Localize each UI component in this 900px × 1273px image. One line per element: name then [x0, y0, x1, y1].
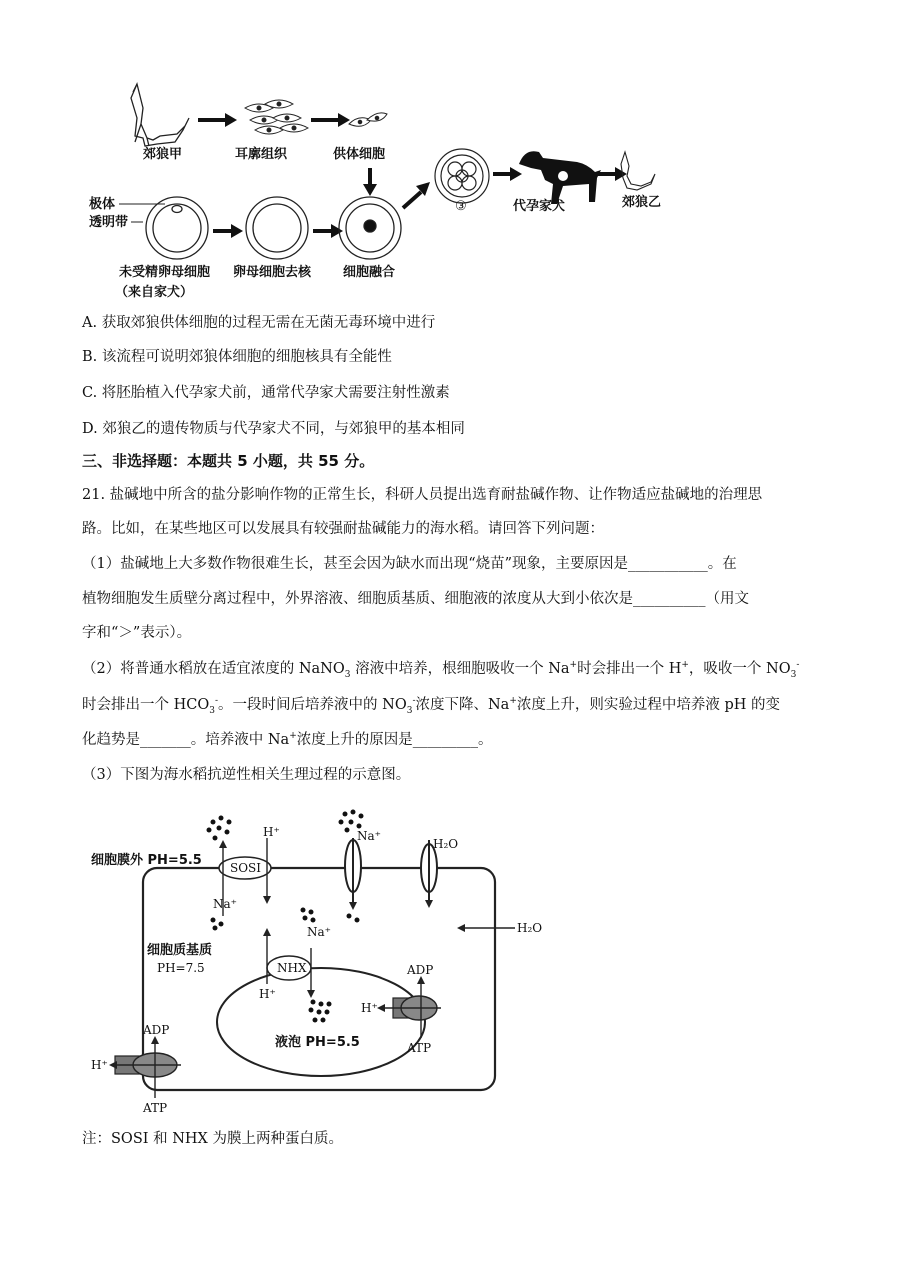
cytoplasm-label-line1: 细胞质基质	[147, 943, 213, 958]
ear-tissue-icon	[245, 100, 308, 134]
q21-part2-line1: （2）将普通水稻放在适宜浓度的 NaNO$_3$ 溶液中培养，根细胞吸收一个 Na+时会排出一个 H+，吸收一个 $NO_3^-$	[82, 660, 800, 680]
surrogate-dog-icon	[519, 151, 601, 204]
q21-part1-line2: 植物细胞发生质壁分离过程中，外界溶液、细胞质基质、细胞液的浓度从大到小依次是__________（用文	[82, 591, 749, 607]
oocyte-icon	[146, 197, 208, 259]
q21-part2-line3: 化趋势是_______。培养液中 Na+浓度上升的原因是_________。	[82, 731, 493, 748]
atp-label: ATP	[407, 1041, 432, 1055]
option-c: C. 将胚胎植入代孕家犬前，通常代孕家犬需要注射性激素	[82, 385, 450, 401]
oocyte-label-line1: 未受精卵母细胞	[119, 265, 211, 280]
arrow-icon	[213, 224, 243, 238]
section-title: 三、非选择题：本题共 5 小题，共 55 分。	[82, 452, 375, 470]
cloning-flow-diagram	[85, 78, 685, 303]
embryo-icon	[435, 149, 489, 203]
zona-label: 透明带	[89, 215, 129, 230]
enucleation-label: 卵母细胞去核	[233, 265, 312, 280]
fusion-label: 细胞融合	[343, 265, 396, 280]
option-d: D. 郊狼乙的遗传物质与代孕家犬不同，与郊狼甲的基本相同	[82, 421, 465, 437]
surrogate-label: 代孕家犬	[513, 199, 566, 214]
donor-cell-icon	[349, 113, 387, 126]
h2o-label: H₂O	[517, 921, 543, 935]
atp-label: ATP	[143, 1101, 168, 1115]
outside-label: 细胞膜外 PH=5.5	[91, 853, 202, 868]
adp-label: ADP	[143, 1023, 170, 1037]
wolf-a-label: 郊狼甲	[143, 147, 183, 162]
adp-label: ADP	[407, 963, 434, 977]
donor-cell-label: 供体细胞	[333, 147, 386, 162]
h-plus-label: H⁺	[259, 987, 276, 1001]
h-plus-label: H⁺	[263, 825, 280, 839]
h-plus-label: H⁺	[91, 1058, 108, 1072]
sosi-label: SOSI	[230, 861, 262, 875]
embryo-number: ③	[455, 199, 467, 214]
wolf-b-icon	[621, 152, 655, 190]
cell-transport-diagram	[85, 808, 555, 1118]
q21-intro-line1: 21. 盐碱地中所含的盐分影响作物的正常生长，科研人员提出选育耐盐碱作物、让作物适应盐碱地的治理思	[82, 487, 763, 503]
arrow-diagonal-icon	[403, 182, 430, 208]
q21-part2-line2: 时会排出一个 $HCO_3^-$。一段时间后培养液中的 $NO_3^-$浓度下降、Na+浓度上升，则实验过程中培养液 pH 的变	[82, 696, 781, 716]
wolf-b-label: 郊狼乙	[622, 195, 662, 210]
arrow-icon	[493, 167, 522, 181]
polar-body-label: 极体	[89, 197, 116, 212]
q21-intro-line2: 路。比如，在某些地区可以发展具有较强耐盐碱能力的海水稻。请回答下列问题：	[82, 521, 604, 537]
na-plus-label: Na⁺	[213, 897, 237, 911]
arrow-icon	[198, 113, 237, 127]
q21-part3: （3）下图为海水稻抗逆性相关生理过程的示意图。	[82, 767, 411, 783]
na-ion-dots	[309, 1000, 332, 1023]
cell-membrane	[143, 868, 495, 1090]
ear-tissue-label: 耳廓组织	[235, 147, 288, 162]
cytoplasm-label-line2: PH=7.5	[157, 961, 205, 975]
h-plus-label: H⁺	[361, 1001, 378, 1015]
option-a: A. 获取郊狼供体细胞的过程无需在无菌无毒环境中进行	[82, 315, 436, 331]
fused-cell-icon	[339, 197, 401, 259]
wolf-a-icon	[131, 84, 189, 146]
oocyte-label-line2: （来自家犬）	[115, 285, 194, 300]
figure-note: 注：SOSI 和 NHX 为膜上两种蛋白质。	[82, 1131, 343, 1147]
na-plus-label: Na⁺	[307, 925, 331, 939]
arrow-down-icon	[363, 168, 377, 196]
nhx-label: NHX	[277, 961, 307, 975]
vacuole-membrane	[217, 968, 425, 1076]
vacuole-label: 液泡 PH=5.5	[275, 1035, 360, 1050]
na-ion-dots	[301, 908, 316, 923]
enucleated-oocyte-icon	[246, 197, 308, 259]
option-b: B. 该流程可说明郊狼体细胞的细胞核具有全能性	[82, 349, 392, 365]
na-plus-label: Na⁺	[357, 829, 381, 843]
q21-part1-line3: 字和“＞”表示）。	[82, 625, 192, 641]
q21-part1-line1: （1）盐碱地上大多数作物很难生长，甚至会因为缺水而出现“烧苗”现象，主要原因是___________。在	[82, 556, 737, 572]
h2o-label: H₂O	[433, 837, 459, 851]
arrow-icon	[311, 113, 350, 127]
